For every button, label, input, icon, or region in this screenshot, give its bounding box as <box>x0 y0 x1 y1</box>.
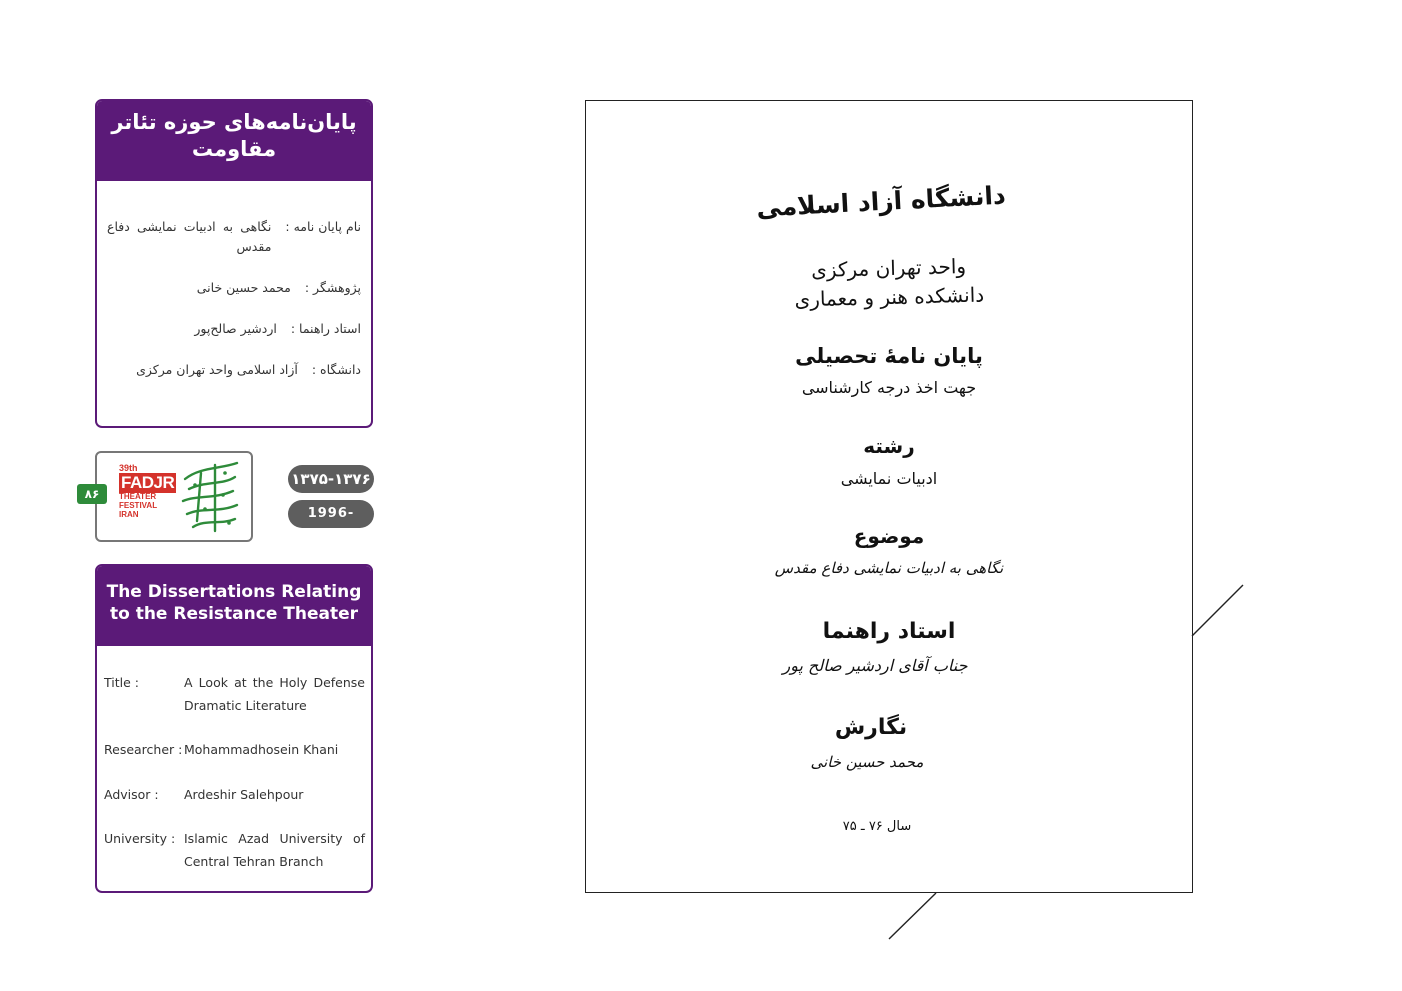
logo-word: FADJR <box>121 473 175 492</box>
scan-author: محمد حسین خانی <box>810 753 924 771</box>
persian-row-title <box>107 217 361 257</box>
scan-field-heading: رشته <box>863 434 915 458</box>
english-row-label: University : <box>104 831 176 846</box>
english-row-university <box>104 828 365 873</box>
scan-unit <box>585 246 1192 320</box>
year-persian-badge: ۱۳۷۵-۱۳۷۶ <box>288 465 374 493</box>
scan-topic-heading: موضوع <box>853 524 925 548</box>
persian-info-card <box>95 99 373 428</box>
decorative-diagonal-line <box>1190 583 1246 639</box>
english-row-value: A Look at the Holy Defense Dramatic Literature <box>184 675 365 713</box>
scan-university: دانشگاه آزاد اسلامی <box>755 180 1007 223</box>
page-number-badge: ۸۶ <box>77 484 107 504</box>
calligraphy-logo-icon <box>175 459 247 537</box>
persian-row-advisor <box>107 319 361 339</box>
english-row-title <box>104 672 365 717</box>
persian-row-label: استاد راهنما : <box>290 321 361 336</box>
scan-field: ادبیات نمایشی <box>840 469 938 488</box>
festival-logo-box <box>95 451 253 542</box>
english-row-advisor <box>104 784 365 807</box>
decorative-diagonal-line <box>887 891 939 941</box>
english-info-card <box>95 564 373 893</box>
scan-advisor: جناب آقای اردشیر صالح پور <box>782 656 968 675</box>
fadjr-logo <box>119 463 179 519</box>
persian-row-label: پژوهشگر : <box>304 280 361 295</box>
scan-thesis-heading: پایان نامهٔ تحصیلی <box>795 344 983 368</box>
english-info-rows <box>97 646 371 873</box>
persian-row-researcher <box>107 278 361 298</box>
persian-row-value: اردشیر صالح‌پور <box>194 321 277 336</box>
persian-info-rows <box>97 181 371 380</box>
english-row-value: Ardeshir Salehpour <box>184 786 304 802</box>
english-row-value: Mohammadhosein Khani <box>184 742 339 757</box>
scan-advisor-heading: استاد راهنما <box>822 619 956 644</box>
english-title-line2: to the Resistance Theater <box>109 604 359 625</box>
persian-row-value: نگاهی به ادبیات نمایشی دفاع مقدس <box>107 219 272 254</box>
persian-row-value: محمد حسین خانی <box>196 280 291 295</box>
persian-row-label: نام پایان نامه : <box>285 219 361 234</box>
english-row-label: Advisor : <box>104 786 159 802</box>
english-row-label: Title : <box>104 675 139 690</box>
year-gregorian-badge: 1996-1997 <box>288 500 374 528</box>
scan-topic: نگاهی به ادبیات نمایشی دفاع مقدس <box>774 559 1004 577</box>
scan-degree: جهت اخذ درجه کارشناسی <box>801 378 977 397</box>
logo-edition: 39th <box>119 463 138 473</box>
logo-subtitle: THEATER FESTIVAL <box>119 492 158 510</box>
persian-row-label: دانشگاه : <box>311 362 361 377</box>
scan-year: سال ۷۶ ـ ۷۵ <box>842 819 912 834</box>
english-row-label: Researcher : <box>104 742 183 757</box>
thesis-cover-scan <box>585 100 1193 893</box>
scan-unit-line1: واحد تهران مرکزی <box>810 253 967 283</box>
english-row-researcher <box>104 739 365 762</box>
logo-country: IRAN <box>119 509 139 519</box>
scan-unit-line2: دانشکده هنر و معماری <box>794 282 985 312</box>
english-row-value: Islamic Azad University of Central Tehran Branch <box>184 831 365 869</box>
scan-author-heading: نگارش <box>834 715 908 740</box>
persian-row-university <box>107 360 361 380</box>
english-title-line1: The Dissertations Relating <box>106 582 362 602</box>
persian-card-title: پایان‌نامه‌های حوزه تئاتر مقاومت <box>97 101 371 181</box>
english-card-title <box>97 566 371 646</box>
persian-row-value: آزاد اسلامی واحد تهران مرکزی <box>136 362 298 377</box>
